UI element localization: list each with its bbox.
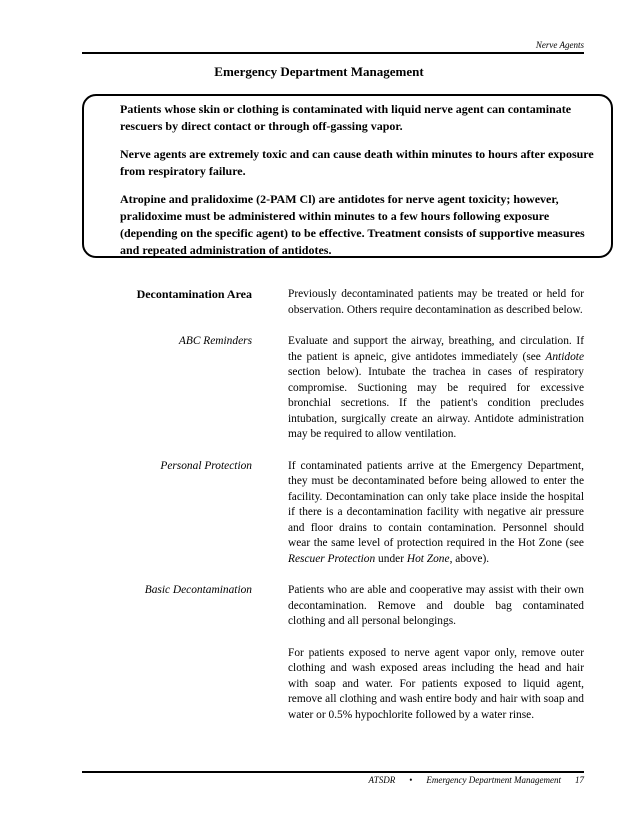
heading-personal-protection: Personal Protection [160, 459, 252, 472]
text-run: under [375, 552, 407, 565]
text-abc-reminders [288, 334, 584, 443]
paragraph [288, 459, 584, 568]
emphasis-rescuer-protection: Rescuer Protection [288, 552, 376, 565]
callout-paragraph-2: Nerve agents are extremely toxic and can cause death within minutes to hours after exposure from respiratory failure. [120, 147, 594, 178]
text-run: If contaminated patients arrive at the Emergency Department, they must be decontaminated before being allowed to enter the facility. Decontamination can only take place inside the hospital if there is a decontamination facility with negative air pressure and floor drains to contain contamination. Personnel should wear the same level of protection required in the Hot Zone (see [288, 459, 584, 549]
footer-bullet: • [409, 775, 413, 785]
text-run: , above). [449, 552, 490, 565]
page-number: 17 [575, 775, 584, 785]
heading-decontamination-area: Decontamination Area [136, 287, 252, 301]
paragraph [288, 334, 584, 443]
footer-title: Emergency Department Management [426, 775, 561, 785]
emphasis-antidote: Antidote [545, 350, 584, 363]
running-header: Nerve Agents [535, 40, 584, 50]
warning-callout-box [82, 94, 613, 258]
text-run: section below). Intubate the trachea in cases of respiratory compromise. Suctioning may be required for excessive bronchial secretions. If the patient's condition precludes intubation, surgically create an airway. Antidote administration may be required to allow ventilation. [288, 366, 584, 440]
footer-rule [82, 771, 584, 773]
header-rule [82, 52, 584, 54]
row-personal-protection [0, 459, 638, 568]
row-decontamination-area [0, 287, 638, 318]
callout-paragraph-1: Patients whose skin or clothing is contaminated with liquid nerve agent can contaminate rescuers by direct contact or through off-gassing vapor. [120, 102, 572, 133]
heading-basic-decontamination: Basic Decontamination [144, 584, 252, 596]
paragraph: Patients who are able and cooperative may assist with their own decontamination. Remove and double bag contaminated clothing and all personal belongings. [288, 584, 584, 627]
callout-text [120, 101, 601, 259]
text-decontamination-area [288, 287, 584, 318]
text-personal-protection [288, 459, 584, 568]
text-basic-decontamination [288, 583, 584, 723]
emphasis-hot-zone: Hot Zone [406, 552, 450, 565]
heading-abc-reminders: ABC Reminders [178, 335, 252, 347]
row-abc-reminders [0, 334, 638, 443]
main-content [0, 287, 638, 739]
paragraph: Previously decontaminated patients may be treated or held for observation. Others require decontamination as described below. [288, 288, 584, 316]
paragraph: For patients exposed to nerve agent vapor only, remove outer clothing and wash exposed areas including the head and hair with soap and water. For patients exposed to liquid agent, remove all clothing and wash entire body and hair with soap and water or 0.5% hypochlorite followed by a water rinse. [288, 646, 584, 721]
row-basic-decontamination [0, 583, 638, 723]
running-footer [369, 775, 584, 785]
callout-paragraph-3: Atropine and pralidoxime (2-PAM Cl) are antidotes for nerve agent toxicity; however, pralidoxime must be administered within minutes to a few hours following exposure (depending on the specific agent) to be effective. Treatment consists of supportive measures and repeated administration of antidotes. [120, 192, 585, 257]
text-run: Evaluate and support the airway, breathing, and circulation. If the patient is apneic, give antidotes immediately (see [288, 335, 584, 363]
section-title: Emergency Department Management [214, 64, 424, 79]
footer-org: ATSDR [368, 775, 396, 785]
